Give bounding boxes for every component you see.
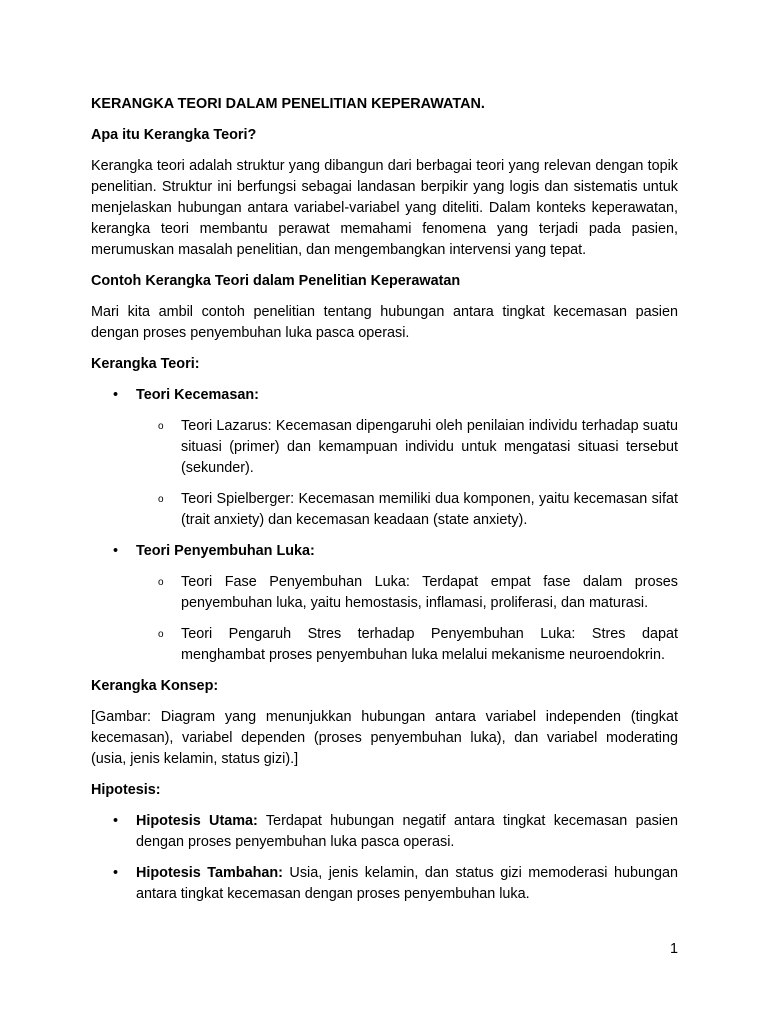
- circle-bullet-icon: o: [158, 577, 164, 588]
- section-heading-what-is: Apa itu Kerangka Teori?: [91, 127, 257, 143]
- hypothesis-label: Hipotesis Utama:: [136, 813, 258, 829]
- paragraph-concept-diagram-note: [Gambar: Diagram yang menunjukkan hubungan antara variabel independen (tingkat kecemasan), variabel dependen (proses penyembuhan luka), dan variabel moderating (usia, jenis kelamin, status gizi).]: [91, 709, 678, 767]
- sub-list-item-text: Teori Fase Penyembuhan Luka: Terdapat empat fase dalam proses penyembuhan luka, yaitu hemostasis, inflamasi, proliferasi, dan maturasi.: [181, 574, 678, 611]
- sub-list-item-healing-phases: [136, 572, 678, 614]
- list-item-main-hypothesis: [91, 811, 678, 853]
- document-title: KERANGKA TEORI DALAM PENELITIAN KEPERAWATAN.: [91, 96, 485, 112]
- hypothesis-text: Terdapat hubungan negatif antara tingkat kecemasan pasien dengan proses penyembuhan luka pasca operasi.: [136, 813, 678, 850]
- list-item-additional-hypothesis: [91, 863, 678, 905]
- bullet-icon: •: [113, 865, 119, 881]
- section-heading-example: Contoh Kerangka Teori dalam Penelitian Keperawatan: [91, 273, 461, 289]
- sub-list-item-spielberger: [136, 489, 678, 531]
- sub-list-item-text: Teori Spielberger: Kecemasan memiliki dua komponen, yaitu kecemasan sifat (trait anxiety) dan kecemasan keadaan (state anxiety).: [181, 491, 678, 528]
- theory-list: [91, 385, 678, 666]
- hypothesis-text: Usia, jenis kelamin, dan status gizi memoderasi hubungan antara tingkat kecemasan dengan proses penyembuhan luka.: [136, 865, 678, 902]
- sub-list-item-text: Teori Lazarus: Kecemasan dipengaruhi oleh penilaian individu terhadap suatu situasi (primer) dan kemampuan individu untuk mengatasi situasi tersebut (sekunder).: [181, 418, 678, 476]
- paragraph-example: Mari kita ambil contoh penelitian tentang hubungan antara tingkat kecemasan pasien dengan proses penyembuhan luka pasca operasi.: [91, 304, 678, 341]
- section-heading-concept-framework: Kerangka Konsep:: [91, 678, 219, 694]
- page-number: 1: [669, 941, 678, 957]
- paragraph-definition: Kerangka teori adalah struktur yang dibangun dari berbagai teori yang relevan dengan topik penelitian. Struktur ini berfungsi sebagai landasan berpikir yang logis dan sistematis untuk menjelaskan hubungan antara variabel-variabel yang diteliti. Dalam konteks keperawatan, kerangka teori membantu perawat memahami fenomena yang terjadi pada pasien, merumuskan masalah penelitian, dan mengembangkan intervensi yang tepat.: [91, 158, 678, 258]
- list-item-anxiety-theory: [91, 385, 678, 531]
- hypothesis-list: [91, 811, 678, 905]
- bullet-icon: •: [113, 387, 119, 403]
- bullet-icon: •: [113, 813, 119, 829]
- circle-bullet-icon: o: [158, 494, 164, 505]
- sub-list-item-lazarus: [136, 416, 678, 479]
- list-item-title: Teori Kecemasan:: [136, 387, 259, 403]
- circle-bullet-icon: o: [158, 629, 164, 640]
- bullet-icon: •: [113, 543, 119, 559]
- sub-list: [136, 416, 678, 531]
- circle-bullet-icon: o: [158, 421, 164, 432]
- section-heading-theory-framework: Kerangka Teori:: [91, 356, 200, 372]
- hypothesis-label: Hipotesis Tambahan:: [136, 865, 283, 881]
- list-item-wound-healing-theory: [91, 541, 678, 666]
- list-item-title: Teori Penyembuhan Luka:: [136, 543, 315, 559]
- sub-list-item-text: Teori Pengaruh Stres terhadap Penyembuhan Luka: Stres dapat menghambat proses penyembuhan luka melalui mekanisme neuroendokrin.: [181, 626, 678, 663]
- sub-list-item-stress-effect: [136, 624, 678, 666]
- sub-list: [136, 572, 678, 666]
- section-heading-hypothesis: Hipotesis:: [91, 782, 161, 798]
